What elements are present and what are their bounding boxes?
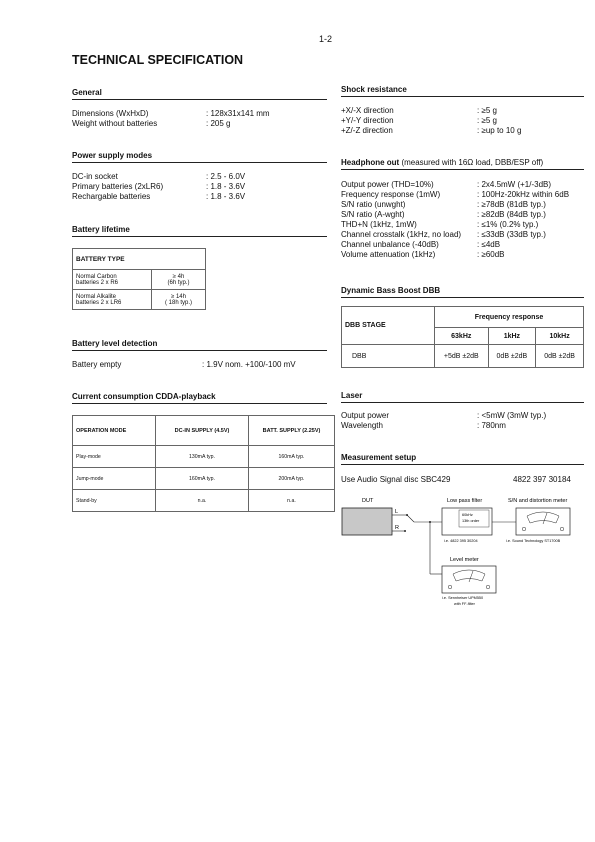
spec-label: +Z/-Z direction [341, 126, 393, 135]
spec-value: : 2.5 - 6.0V [206, 172, 246, 181]
cell-text: (6h typ.) [167, 279, 190, 286]
level-title: Level meter [450, 557, 479, 563]
table-cell: Play-mode [73, 446, 156, 468]
table-cell: 0dB ±2dB [488, 345, 536, 368]
section-heading-laser: Laser [341, 391, 584, 403]
table-header-cell: DBB STAGE [342, 307, 435, 345]
spec-label: THD+N (1kHz, 1mW) [341, 220, 417, 229]
table-cell: 160mA typ. [156, 468, 249, 490]
headphone-heading: Headphone out [341, 158, 400, 167]
page-number: 1-2 [319, 34, 333, 44]
table-header-cell: DC-IN SUPPLY (4.5V) [156, 416, 249, 446]
laser-rows [341, 411, 584, 431]
spec-row [341, 210, 584, 220]
level-ref2: with FF-filter [454, 602, 475, 606]
switch-arm [407, 515, 414, 522]
current-consumption-table [72, 415, 335, 512]
lpf-ref: i.e. 4822 395 30204 [444, 539, 478, 543]
table-header-cell: BATT. SUPPLY (2.25V) [249, 416, 335, 446]
spec-label: DC-in socket [72, 172, 118, 181]
table-cell: DBB [342, 345, 435, 368]
spec-value: : ≤4dB [477, 240, 501, 249]
section-heading-shock: Shock resistance [341, 85, 584, 97]
spec-value: : ≥78dB (81dB typ.) [477, 200, 546, 209]
r-label: R [395, 525, 399, 531]
table-cell: 0dB ±2dB [536, 345, 584, 368]
spec-value: : ≥82dB (84dB typ.) [477, 210, 546, 219]
spec-row [341, 230, 584, 240]
table-header-row [342, 307, 584, 328]
spec-row [72, 119, 327, 129]
table-header-cell: BATTERY TYPE [73, 249, 206, 270]
spec-label: Rechargable batteries [72, 192, 151, 201]
table-header-cell: Frequency response [435, 307, 584, 328]
spec-value: : 1.8 - 3.6V [206, 192, 246, 201]
spec-label: S/N ratio (unwght) [341, 200, 406, 209]
spec-row [341, 411, 584, 421]
power-supply-rows [72, 172, 327, 202]
spec-value: : ≥up to 10 g [477, 126, 522, 135]
table-row [73, 490, 335, 512]
spec-value: : ≥5 g [477, 106, 497, 115]
spec-value: : 780nm [477, 421, 506, 430]
spec-row [341, 220, 584, 230]
table-row [73, 270, 206, 290]
table-header-cell: 63kHz [435, 328, 489, 345]
section-heading-power-supply: Power supply modes [72, 151, 327, 163]
table-cell: 130mA typ. [156, 446, 249, 468]
spec-row [72, 360, 327, 370]
spec-label: Wavelength [341, 421, 383, 430]
spec-row [341, 250, 584, 260]
measurement-text: Use Audio Signal disc SBC429 [341, 475, 451, 484]
battery-lifetime-table [72, 248, 206, 310]
table-row [73, 468, 335, 490]
spec-row [341, 421, 584, 431]
cell-text: batteries 2 x R6 [76, 279, 119, 286]
measurement-code: 4822 397 30184 [513, 475, 571, 484]
sn-title: S/N and distortion meter [508, 498, 568, 504]
table-header-cell: 10kHz [536, 328, 584, 345]
spec-value: : 1.8 - 3.6V [206, 182, 246, 191]
spec-label: Weight without batteries [72, 119, 158, 128]
table-header-cell: OPERATION MODE [73, 416, 156, 446]
spec-row [341, 106, 584, 116]
spec-value: : 2x4.5mW (+1/-3dB) [477, 180, 552, 189]
spec-row [72, 109, 327, 119]
section-heading-battery-level: Battery level detection [72, 339, 327, 351]
headphone-rows [341, 180, 584, 260]
measurement-diagram [338, 494, 588, 610]
dut-label: DUT [362, 498, 374, 504]
cell-text: batteries 2 x LR6 [76, 299, 122, 306]
spec-label: Channel crosstalk (1kHz, no load) [341, 230, 462, 239]
spec-label: Output power [341, 411, 390, 420]
section-heading-dbb: Dynamic Bass Boost DBB [341, 286, 584, 298]
section-heading-general: General [72, 88, 327, 100]
section-heading-battery-lifetime: Battery lifetime [72, 225, 327, 237]
spec-row [341, 240, 584, 250]
table-cell: Stand-by [73, 490, 156, 512]
spec-label: Channel unbalance (-40dB) [341, 240, 439, 249]
lpf-title: Low pass filter [447, 498, 483, 504]
lpf-line1: 60kHz [462, 513, 473, 517]
spec-row [341, 180, 584, 190]
table-row [73, 446, 335, 468]
spec-label: Volume attenuation (1kHz) [341, 250, 436, 259]
table-header-row [73, 416, 335, 446]
spec-label: +X/-X direction [341, 106, 394, 115]
spec-value: : ≥5 g [477, 116, 497, 125]
junction [429, 521, 431, 523]
table-row [73, 290, 206, 310]
section-heading-current-consumption: Current consumption CDDA-playback [72, 392, 327, 404]
sn-ref: i.e. Sound Technology ST1700B [506, 539, 561, 543]
spec-value: : ≥60dB [477, 250, 505, 259]
cell-text: ≥ 4h [172, 273, 185, 280]
level-ref1: i.e. Sennheiser UPM550 [442, 596, 484, 600]
section-heading-measurement: Measurement setup [341, 453, 584, 465]
table-header-cell: 1kHz [488, 328, 536, 345]
spec-value: : ≤1% (0.2% typ.) [477, 220, 539, 229]
cell-text: Normal Carbon [76, 273, 117, 280]
spec-value: : 1.9V nom. +100/-100 mV [202, 360, 296, 369]
spec-value: : <5mW (3mW typ.) [477, 411, 547, 420]
spec-row [341, 126, 584, 136]
spec-row [72, 172, 327, 182]
table-header-row [73, 249, 206, 270]
table-cell [152, 270, 206, 290]
table-cell: n.a. [156, 490, 249, 512]
table-cell [73, 270, 152, 290]
spec-row [72, 192, 327, 202]
spec-label: Primary batteries (2xLR6) [72, 182, 164, 191]
general-rows [72, 109, 327, 129]
table-cell: +5dB ±2dB [435, 345, 489, 368]
table-row [342, 345, 584, 368]
dbb-table [341, 306, 584, 368]
switch-terminal-r [404, 530, 406, 532]
spec-label: Frequency response (1mW) [341, 190, 441, 199]
spec-label: S/N ratio (A-wght) [341, 210, 405, 219]
spec-row [341, 190, 584, 200]
table-cell: 200mA typ. [249, 468, 335, 490]
table-cell [73, 290, 152, 310]
table-cell: 160mA typ. [249, 446, 335, 468]
spec-value: : 205 g [206, 119, 231, 128]
spec-row [341, 200, 584, 210]
dut-box [342, 508, 392, 535]
spec-label: Dimensions (WxHxD) [72, 109, 149, 118]
spec-value: : ≤33dB (33dB typ.) [477, 230, 546, 239]
cell-text: ( 18h typ.) [164, 299, 192, 306]
shock-rows [341, 106, 584, 136]
l-label: L [395, 509, 399, 515]
page-title: TECHNICAL SPECIFICATION [72, 53, 244, 67]
lpf-line2: 13th order [462, 519, 480, 523]
section-heading-headphone [341, 158, 584, 170]
spec-label: Output power (THD=10%) [341, 180, 434, 189]
spec-row [341, 116, 584, 126]
headphone-heading-note: (measured with 16Ω load, DBB/ESP off) [401, 158, 544, 167]
cell-text: ≥ 14h [171, 293, 186, 300]
table-cell [152, 290, 206, 310]
table-cell: n.a. [249, 490, 335, 512]
spec-label: +Y/-Y direction [341, 116, 394, 125]
spec-value: : 100Hz-20kHz within 6dB [477, 190, 570, 199]
spec-label: Battery empty [72, 360, 122, 369]
spec-value: : 128x31x141 mm [206, 109, 270, 118]
spec-row [72, 182, 327, 192]
cell-text: Normal Alkalite [76, 293, 117, 300]
table-cell: Jump-mode [73, 468, 156, 490]
